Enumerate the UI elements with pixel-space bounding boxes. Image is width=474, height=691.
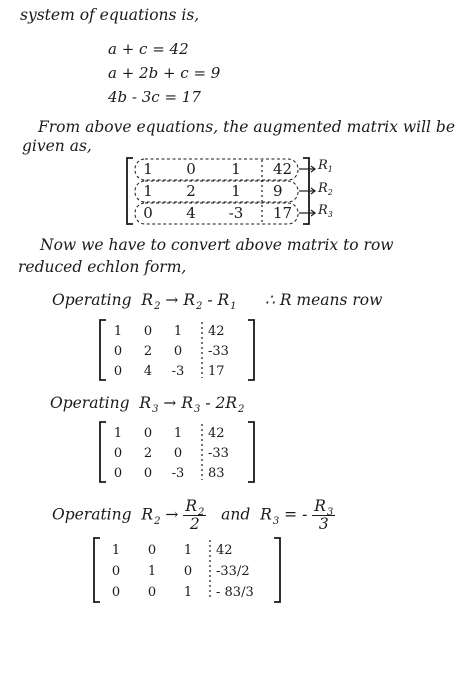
therefore-icon: ∴ [265, 291, 275, 309]
matrix-cell: 0 [186, 160, 196, 178]
matrix-after-op2 [98, 420, 258, 484]
equation-2: a + 2b + c = 9 [108, 64, 221, 82]
op1-label: Operating [52, 291, 132, 309]
matrix-cell: -3 [171, 364, 185, 379]
matrix-after-op1 [98, 318, 258, 382]
matrix-cell: 1 [143, 182, 153, 200]
matrix-cell: 1 [147, 564, 157, 579]
matrix-cell: 0 [143, 426, 153, 441]
matrix-cell: -33 [208, 344, 229, 359]
fraction-r3-over-3: $\frac{R_3}{3}$ [314, 497, 334, 534]
matrix-cell: 42 [216, 543, 233, 558]
matrix-cell: 0 [113, 364, 123, 379]
matrix-cell: -33/2 [216, 564, 250, 579]
matrix-cell: 1 [183, 585, 193, 600]
row-label-r3: $R_3$ [318, 203, 333, 219]
matrix-cell: 0 [147, 585, 157, 600]
arrow-icon: → [163, 394, 177, 412]
matrix-cell: 42 [208, 324, 225, 339]
matrix-cell: 17 [273, 204, 293, 222]
matrix-cell: 4 [186, 204, 196, 222]
matrix-cell: 83 [208, 466, 225, 481]
convert-text-line2: reduced echlon form, [18, 258, 187, 276]
arrow-icon: → [165, 291, 179, 309]
matrix-cell: 0 [111, 585, 121, 600]
row-meaning-note: ∴ R means row [265, 291, 383, 309]
augmented-intro-text-line2: given as, [22, 137, 92, 155]
matrix-cell: 2 [143, 344, 153, 359]
operation-3: Operating $R_2$ → $\frac{R_2}{2}$ and $R_3$ = - $\frac{R_3}{3}$ [52, 497, 334, 534]
operation-2: Operating $R_3 \to R_3 - 2R_2$ [50, 394, 245, 415]
matrix-cell: 0 [147, 543, 157, 558]
matrix-cell: -3 [171, 466, 185, 481]
matrix-cell: 0 [183, 564, 193, 579]
equation-3: 4b - 3c = 17 [108, 88, 201, 106]
matrix-cell: 4 [143, 364, 153, 379]
matrix-cell: 0 [173, 446, 183, 461]
matrix-cell: 1 [143, 160, 153, 178]
row-label-r2: $R_2$ [318, 181, 333, 197]
op2-label: Operating [50, 394, 130, 412]
matrix-cell: -33 [208, 446, 229, 461]
operation-1: Operating $R_2 \to R_2 - R_1$ [52, 291, 237, 312]
matrix-cell: 0 [111, 564, 121, 579]
matrix-cell: 42 [208, 426, 225, 441]
matrix-cell: 1 [113, 426, 123, 441]
matrix-cell: 42 [273, 160, 293, 178]
matrix-cell: 1 [231, 160, 241, 178]
matrix-cell: 1 [183, 543, 193, 558]
matrix-cell: 1 [231, 182, 241, 200]
matrix-cell: 0 [113, 466, 123, 481]
op3-label: Operating [52, 505, 132, 524]
matrix-cell: 1 [111, 543, 121, 558]
matrix-cell: 0 [143, 204, 153, 222]
augmented-intro-text: From above equations, the augmented matrix will be [38, 118, 456, 136]
matrix-cell: 9 [273, 182, 283, 200]
matrix-cell: 0 [143, 466, 153, 481]
matrix-cell: 1 [173, 324, 183, 339]
matrix-cell: 2 [143, 446, 153, 461]
matrix-cell: 0 [113, 446, 123, 461]
matrix-cell: -3 [228, 204, 244, 222]
row-label-r1: $R_1$ [318, 158, 333, 174]
matrix-after-op3 [92, 536, 292, 604]
matrix-cell: 1 [173, 426, 183, 441]
matrix-cell: 0 [143, 324, 153, 339]
convert-text: Now we have to convert above matrix to row [40, 236, 394, 254]
matrix-cell: 17 [208, 364, 225, 379]
equation-1: a + c = 42 [108, 40, 189, 58]
matrix-cell: 0 [173, 344, 183, 359]
matrix-cell: - 83/3 [216, 585, 254, 600]
matrix-cell: 2 [186, 182, 196, 200]
augmented-matrix [125, 156, 365, 228]
fraction-r2-over-2: $\frac{R_2}{2}$ [185, 497, 205, 534]
arrow-icon: → [165, 505, 179, 524]
matrix-cell: 1 [113, 324, 123, 339]
intro-text: system of equations is, [20, 6, 200, 24]
matrix-cell: 0 [113, 344, 123, 359]
